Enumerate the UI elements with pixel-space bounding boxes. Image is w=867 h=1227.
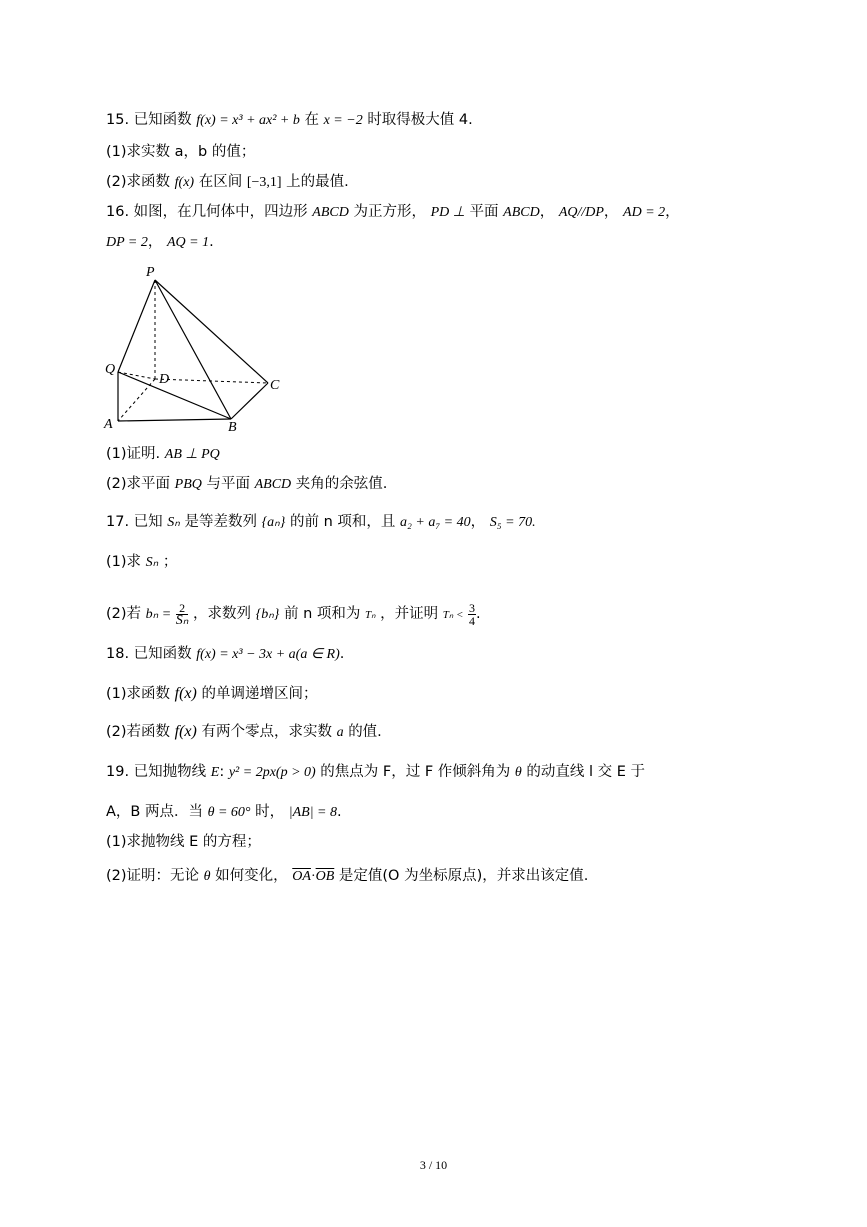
q16-part2-text: 夹角的余弦值. <box>295 476 388 492</box>
edge-BC <box>231 383 268 419</box>
q18-function: f(x) = x³ − 3x + a(a ∈ R) <box>196 647 340 662</box>
q15-part2 <box>106 172 746 193</box>
edge-PB <box>155 280 231 419</box>
q16-part2-text: (2)求平面 <box>106 476 171 492</box>
edge-PQ <box>118 280 155 372</box>
q17-part2-text: 前 n 项和为 <box>283 606 361 622</box>
q17-math: Tₙ <box>365 609 376 621</box>
q16-part2 <box>106 474 746 495</box>
q19-text: A，B 两点．当 <box>106 804 203 820</box>
q19-dot-operator: · <box>310 869 316 884</box>
q16-math: ABCD <box>503 205 540 220</box>
q17-dot: . <box>476 606 481 622</box>
q17-frac-num: 2 <box>176 602 189 615</box>
edge-PC <box>155 280 268 383</box>
q19-equation: y² = 2px(p > 0) <box>228 765 316 780</box>
q17-math: S₅ = 70. <box>489 515 536 530</box>
q17-math: {aₙ} <box>261 515 286 530</box>
label-Q: Q <box>105 362 116 377</box>
q17-fraction-2 <box>468 602 476 627</box>
q15-part2-text: 在区间 <box>198 174 243 190</box>
edge-QD <box>118 372 155 379</box>
q17-number: 17. <box>106 514 130 530</box>
q16-line1: 16. 如图，在几何体中，四边形 ABCD 为正方形， PD ⊥ 平面 ABCD， AQ//DP， AD = 2， <box>106 204 680 220</box>
q16-part1-math: AB ⊥ PQ <box>164 447 220 462</box>
edge-QB <box>118 372 231 419</box>
q19-math: θ = 60° <box>207 805 251 820</box>
q19-text: 时， <box>255 804 285 820</box>
edge-DA <box>118 379 155 421</box>
q17-math: bₙ = <box>145 607 172 622</box>
q16-part1-text: (1)证明. <box>106 446 161 462</box>
q19-line1 <box>106 762 746 783</box>
q19-part2-text: 是定值(O 为坐标原点)，并求出该定值. <box>338 868 589 884</box>
q19-part2-text: 如何变化， <box>215 868 288 884</box>
q19-math: E <box>210 765 220 780</box>
label-D: D <box>159 372 170 387</box>
q17-frac-den: Sₙ <box>175 612 189 628</box>
q18-part2-math: f(x) <box>174 723 197 740</box>
q17-text: 是等差数列 <box>184 514 257 530</box>
q18-part2-math: a <box>336 725 344 740</box>
q18-part1-math: f(x) <box>174 685 197 702</box>
q19-colon: : <box>219 764 225 780</box>
q19-text: 的焦点为 F，过 F 作倾斜角为 <box>320 764 511 780</box>
q19-text: 的动直线 l 交 E 于 <box>526 764 646 780</box>
q17-frac2-den: 4 <box>469 613 476 628</box>
q16-part2-math: PBQ <box>174 477 202 492</box>
q15-part2-text: (2)求函数 <box>106 174 171 190</box>
q15-function: f(x) = x³ + ax² + b <box>196 113 300 128</box>
q16-math: DP = 2 <box>106 235 148 250</box>
q19-vector-oa: $\overline{OA}$ <box>292 869 311 884</box>
q18-dot: . <box>339 646 345 662</box>
q17-part2-text: ，求数列 <box>192 606 251 622</box>
edge-AB <box>118 419 231 421</box>
page-number: 3 / 10 <box>419 1158 448 1172</box>
q16-math: AQ//DP <box>558 205 604 220</box>
q19-number: 19. <box>106 764 130 780</box>
q15-part2-interval: [−3,1] <box>246 175 282 190</box>
q15-text: 在 <box>304 112 319 128</box>
q17-part1-text: (1)求 <box>106 554 142 570</box>
q17-text: 已知 <box>133 514 163 530</box>
q16-part2-text: 与平面 <box>206 476 250 492</box>
q19-line2 <box>106 802 746 823</box>
q18-part2-text: 有两个零点，求实数 <box>201 724 332 740</box>
q16-math: AQ = 1 <box>166 235 210 250</box>
q15-line1 <box>106 110 746 131</box>
q15-part2-text: 上的最值. <box>286 174 349 190</box>
q19-text: 已知抛物线 <box>133 764 207 780</box>
q18-part2-text: (2)若函数 <box>106 724 171 740</box>
q17-math: a₂ + a₇ = 40 <box>400 515 471 530</box>
label-P: P <box>146 265 155 280</box>
q18-part1-text: 的单调递增区间； <box>201 686 318 702</box>
label-B: B <box>228 420 237 435</box>
q19-part1 <box>106 832 746 852</box>
q17-text: 的前 n 项和，且 <box>289 514 396 530</box>
q18-text: 已知函数 <box>133 646 192 662</box>
q15-condition: x = −2 <box>323 113 363 128</box>
q16-text: 平面 <box>469 204 499 220</box>
q18-part1 <box>106 684 746 704</box>
q17-part1-math: Sₙ <box>145 555 159 570</box>
geometry-figure <box>100 262 290 437</box>
q17-line1: 17. 已知 Sₙ 是等差数列 {aₙ} 的前 n 项和，且 a₂ + a₇ = 40， S₅ = 70. <box>106 514 536 530</box>
q18-line1 <box>106 644 746 665</box>
q19-math: θ <box>203 869 211 884</box>
q17-part2 <box>106 600 746 629</box>
q15-text: 时取得极大值 4. <box>367 112 473 128</box>
q17-part1 <box>106 552 746 573</box>
q16-part2-math: ABCD <box>254 477 292 492</box>
q15-text: 已知函数 <box>133 112 192 128</box>
q16-line2: DP = 2， AQ = 1. <box>106 234 214 250</box>
q18-part1-text: (1)求函数 <box>106 686 171 702</box>
q16-math: ABCD <box>312 205 349 220</box>
q19-dot: . <box>337 804 342 820</box>
q16-number: 16. <box>106 204 130 220</box>
q15-part2-function: f(x) <box>174 175 195 190</box>
q16-math: PD ⊥ <box>430 205 465 220</box>
q16-math: AD = 2 <box>623 205 666 220</box>
q19-vector-ob: $\overline{OB}$ <box>315 869 335 884</box>
q15-part1-text: (1)求实数 a，b 的值； <box>106 144 256 160</box>
q17-part2-text: ，并证明 <box>380 606 439 622</box>
q17-math: {bₙ} <box>255 607 280 622</box>
q19-math: |AB| = 8 <box>288 805 337 820</box>
q15-number: 15. <box>106 112 130 128</box>
q17-part1-text: ； <box>162 554 178 570</box>
label-C: C <box>270 378 280 393</box>
q16-text: 为正方形， <box>353 204 426 220</box>
q19-part2-text: (2)证明：无论 <box>106 868 200 884</box>
q17-math: Tₙ < <box>442 609 464 621</box>
q16-text: 如图，在几何体中，四边形 <box>133 204 308 220</box>
q18-part2-text: 的值. <box>348 724 382 740</box>
q19-math: θ <box>514 765 522 780</box>
q15-part1 <box>106 142 746 162</box>
q17-frac2-num: 3 <box>469 600 476 615</box>
q19-part1-text: (1)求抛物线 E 的方程； <box>106 834 261 850</box>
q17-fraction <box>176 602 189 627</box>
q18-part2 <box>106 722 746 743</box>
q17-part2-text: (2)若 <box>106 606 142 622</box>
q19-part2 <box>106 866 746 887</box>
q17-math: Sₙ <box>167 515 180 530</box>
q18-number: 18. <box>106 646 130 662</box>
q16-part1 <box>106 444 746 465</box>
label-A: A <box>104 417 113 432</box>
